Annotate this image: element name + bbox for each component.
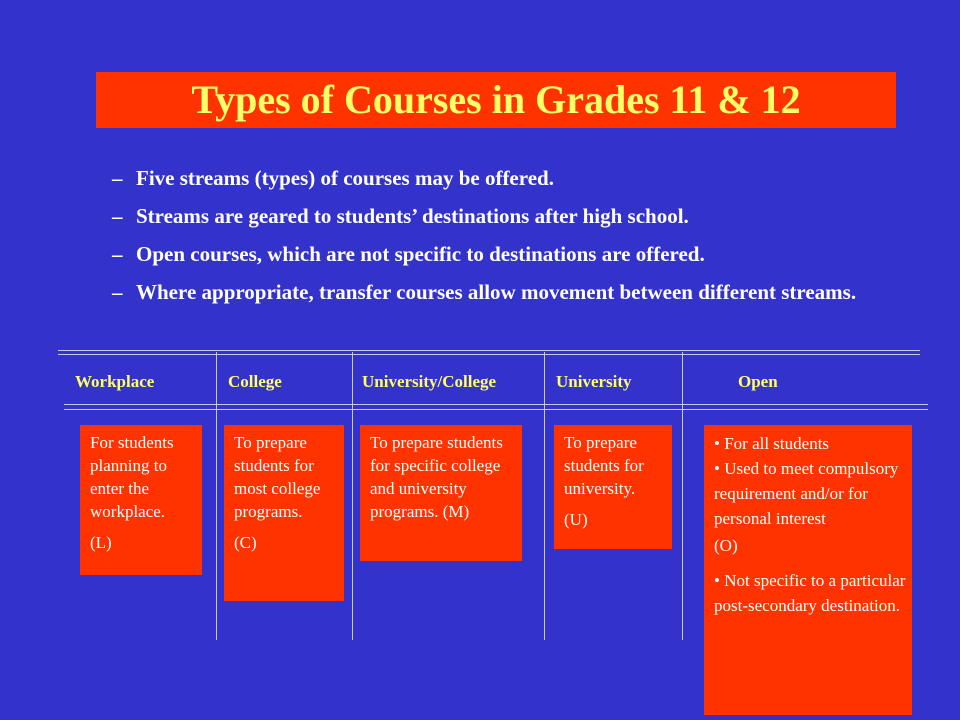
divider-top-1 [58, 350, 920, 351]
column-header-university-college: University/College [362, 372, 497, 391]
dash-marker: – [112, 166, 123, 190]
column-separator [544, 352, 545, 640]
title-bar [96, 72, 896, 128]
stream-box-university-college [360, 425, 522, 561]
stream-box-open [704, 425, 912, 715]
stream-code: (L) [90, 533, 112, 552]
bullet-text: Five streams (types) of courses may be offered. [136, 166, 554, 190]
bullet-list [112, 162, 912, 314]
stream-code: (O) [714, 536, 738, 555]
stream-description: To prepare students for university. [564, 433, 644, 498]
stream-code: (C) [234, 533, 257, 552]
bullet-text: Where appropriate, transfer courses allow movement between different streams. [136, 280, 857, 304]
open-point: • Used to meet compulsory requirement and/or for personal interest [714, 459, 899, 528]
divider-mid-2 [64, 409, 928, 410]
divider-mid-1 [64, 404, 928, 405]
stream-description: For students planning to enter the workplace. [90, 433, 174, 521]
column-header-college: College [228, 372, 282, 391]
stream-code: (U) [564, 510, 588, 529]
stream-box-college [224, 425, 344, 601]
dash-marker: – [112, 280, 123, 304]
bullet-item [112, 276, 912, 308]
stream-description: To prepare students for most college programs. [234, 433, 321, 521]
stream-box-workplace [80, 425, 202, 575]
open-point: • Not specific to a particular post-secondary destination. [714, 571, 906, 615]
column-separator [216, 352, 217, 640]
stream-box-university [554, 425, 672, 549]
dash-marker: – [112, 204, 123, 228]
column-header-open: Open [738, 372, 778, 391]
bullet-item [112, 200, 912, 232]
slide-title: Types of Courses in Grades 11 & 12 [191, 77, 801, 122]
stream-description: To prepare students for specific college and university programs. (M) [370, 433, 503, 521]
bullet-item [112, 238, 912, 270]
bullet-text: Open courses, which are not specific to destinations are offered. [136, 242, 705, 266]
column-header-university: University [556, 372, 632, 391]
column-separator [682, 352, 683, 640]
column-separator [352, 352, 353, 640]
open-point: • For all students [714, 434, 830, 453]
column-header-workplace: Workplace [75, 372, 155, 391]
divider-top-2 [58, 354, 920, 355]
bullet-item [112, 162, 912, 194]
dash-marker: – [112, 242, 123, 266]
bullet-text: Streams are geared to students’ destinations after high school. [136, 204, 689, 228]
